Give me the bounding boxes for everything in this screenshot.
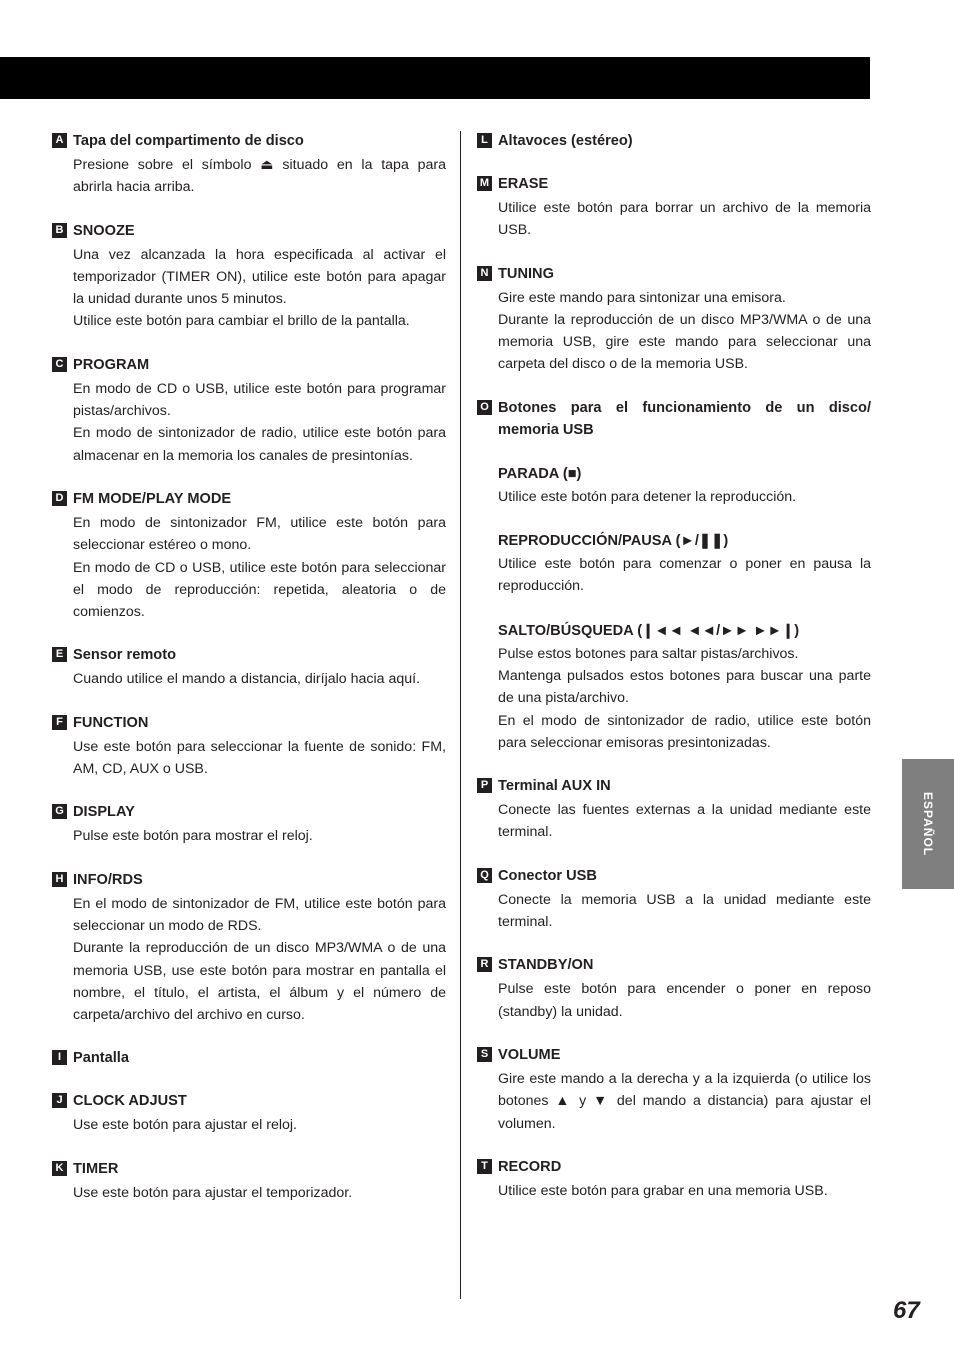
section-heading xyxy=(52,1158,446,1180)
section-title: SNOOZE xyxy=(73,222,135,239)
section-paragraph: Durante la reproducción de un disco MP3/WMA o de una memoria USB, use este botón para mostrar en pantalla el nombre, el título, el artista, el álbum y el número de carpeta/archivo del archivo en curso. xyxy=(73,940,446,1024)
section-letter-badge: P xyxy=(477,778,492,793)
section-heading xyxy=(52,801,446,823)
section-title: Tapa del compartimento de disco xyxy=(73,133,304,149)
section-body xyxy=(498,287,871,376)
section-body xyxy=(73,893,446,1027)
section-h xyxy=(52,869,446,1027)
section-paragraph: En modo de CD o USB, utilice este botón para seleccionar el modo de reproducción: repetida, aleatoria o de comienzos. xyxy=(73,559,446,621)
section-heading xyxy=(52,220,446,242)
section-body xyxy=(73,1182,446,1204)
section-paragraph: Gire este mando a la derecha y a la izquierda (o utilice los botones ▲ y ▼ del mando a distancia) para ajustar el volumen. xyxy=(498,1070,871,1132)
column-divider xyxy=(460,131,461,1299)
section-paragraph: Conecte la memoria USB a la unidad mediante este terminal. xyxy=(498,891,871,931)
section-heading xyxy=(477,397,871,441)
section-body xyxy=(498,197,871,242)
subsection-body xyxy=(498,486,871,508)
section-q xyxy=(477,865,871,934)
section-body xyxy=(73,825,446,847)
section-letter-badge: S xyxy=(477,1047,492,1062)
subsection-title: REPRODUCCIÓN/PAUSA (►/❚❚) xyxy=(498,533,729,550)
section-paragraph: Use este botón para ajustar el temporizador. xyxy=(73,1184,353,1201)
section-body xyxy=(73,378,446,467)
section-b xyxy=(52,220,446,333)
section-letter-badge: F xyxy=(52,715,67,730)
section-body xyxy=(73,512,446,623)
section-a xyxy=(52,130,446,199)
section-letter-badge: R xyxy=(477,957,492,972)
section-heading xyxy=(52,712,446,734)
section-body xyxy=(498,1068,871,1135)
section-heading xyxy=(477,865,871,887)
section-title: FM MODE/PLAY MODE xyxy=(73,490,232,507)
section-e xyxy=(52,644,446,690)
section-letter-badge: C xyxy=(52,357,67,372)
section-g xyxy=(52,801,446,847)
section-body xyxy=(73,668,446,690)
section-paragraph: En el modo de sintonizador de FM, utilice este botón para seleccionar un modo de RDS. xyxy=(73,895,446,934)
section-p xyxy=(477,775,871,844)
section-paragraph: Presione sobre el símbolo ⏏ situado en la tapa para abrirla hacia arriba. xyxy=(73,157,446,196)
section-r xyxy=(477,954,871,1023)
page-number: 67 xyxy=(893,1297,920,1324)
subsection-title: PARADA (■) xyxy=(498,465,582,482)
section-title: PROGRAM xyxy=(73,356,150,373)
section-letter-badge: G xyxy=(52,804,67,819)
section-t xyxy=(477,1156,871,1202)
section-heading xyxy=(52,644,446,666)
section-title: Sensor remoto xyxy=(73,647,176,664)
section-body xyxy=(73,244,446,333)
section-paragraph: Use este botón para seleccionar la fuente de sonido: FM, AM, CD, AUX o USB. xyxy=(73,738,446,778)
section-paragraph: Use este botón para ajustar el reloj. xyxy=(73,1117,297,1134)
section-o xyxy=(477,397,871,754)
section-letter-badge: T xyxy=(477,1159,492,1174)
section-letter-badge: L xyxy=(477,133,492,148)
section-heading xyxy=(477,263,871,285)
section-title: Botones para el funcionamiento de un disco/ memoria USB xyxy=(498,399,871,438)
section-title: ERASE xyxy=(498,176,549,192)
section-k xyxy=(52,1158,446,1204)
section-letter-badge: I xyxy=(52,1050,67,1065)
section-body xyxy=(73,154,446,199)
subsection-paragraph: Pulse estos botones para saltar pistas/archivos. xyxy=(498,645,799,662)
section-letter-badge: K xyxy=(52,1161,67,1176)
section-title: CLOCK ADJUST xyxy=(73,1093,187,1110)
section-heading xyxy=(52,488,446,510)
section-title: DISPLAY xyxy=(73,804,135,821)
section-title: TUNING xyxy=(498,265,554,282)
section-title: STANDBY/ON xyxy=(498,957,594,974)
section-letter-badge: E xyxy=(52,647,67,662)
section-paragraph: Durante la reproducción de un disco MP3/WMA o de una memoria USB, gire este mando para seleccionar una carpeta del disco o de la memoria USB. xyxy=(498,311,871,373)
section-title: Pantalla xyxy=(73,1050,129,1067)
section-letter-badge: Q xyxy=(477,868,492,883)
section-j xyxy=(52,1090,446,1136)
section-heading xyxy=(52,1047,446,1069)
section-n xyxy=(477,263,871,376)
subsection-paragraph: Utilice este botón para detener la reproducción. xyxy=(498,488,797,505)
section-body xyxy=(73,1114,446,1136)
section-f xyxy=(52,712,446,781)
section-paragraph: En modo de sintonizador FM, utilice este botón para seleccionar estéreo o mono. xyxy=(73,514,446,554)
section-letter-badge: J xyxy=(52,1093,67,1108)
subsection-title: SALTO/BÚSQUEDA (❙◄◄ ◄◄/►► ►►❙) xyxy=(498,622,800,639)
section-heading xyxy=(477,954,871,976)
section-paragraph: Cuando utilice el mando a distancia, diríjalo hacia aquí. xyxy=(73,671,421,688)
section-letter-badge: N xyxy=(477,266,492,281)
section-letter-badge: M xyxy=(477,176,492,191)
section-paragraph: Conecte las fuentes externas a la unidad mediante este terminal. xyxy=(498,802,871,841)
section-heading xyxy=(52,354,446,376)
section-letter-badge: A xyxy=(52,133,67,148)
section-heading xyxy=(52,1090,446,1112)
section-l xyxy=(477,130,871,152)
header-bar xyxy=(0,57,870,99)
subsection-body xyxy=(498,553,871,598)
section-paragraph: Una vez alcanzada la hora especificada al activar el temporizador (TIMER ON), utilice este botón para apagar la unidad durante unos 5 minutos. xyxy=(73,246,446,308)
subsection-body xyxy=(498,643,871,754)
section-title: TIMER xyxy=(73,1160,119,1177)
section-heading xyxy=(52,869,446,891)
section-body xyxy=(498,978,871,1023)
section-body xyxy=(73,736,446,781)
right-column xyxy=(477,130,871,1223)
section-s xyxy=(477,1044,871,1135)
section-title: Altavoces (estéreo) xyxy=(498,133,633,149)
left-column xyxy=(52,130,446,1225)
section-title: FUNCTION xyxy=(73,714,149,731)
section-paragraph: En modo de CD o USB, utilice este botón para programar pistas/archivos. xyxy=(73,380,446,420)
section-heading xyxy=(477,1156,871,1178)
subsection xyxy=(498,463,871,508)
section-body xyxy=(498,1180,871,1202)
section-title: VOLUME xyxy=(498,1046,561,1063)
subsection-paragraph: En el modo de sintonizador de radio, utilice este botón para seleccionar emisoras presintonizadas. xyxy=(498,712,871,751)
section-body xyxy=(498,889,871,934)
section-paragraph: En modo de sintonizador de radio, utilice este botón para almacenar en la memoria los canales de presintonías. xyxy=(73,425,446,464)
section-title: RECORD xyxy=(498,1158,562,1175)
section-m xyxy=(477,173,871,242)
subsection xyxy=(498,620,871,754)
subsection-paragraph: Utilice este botón para comenzar o poner en pausa la reproducción. xyxy=(498,556,871,595)
section-paragraph: Pulse este botón para mostrar el reloj. xyxy=(73,828,313,845)
section-paragraph: Utilice este botón para cambiar el brillo de la pantalla. xyxy=(73,313,410,330)
section-paragraph: Pulse este botón para encender o poner en reposo (standby) la unidad. xyxy=(498,981,871,1020)
section-heading xyxy=(477,775,871,797)
section-heading xyxy=(477,173,871,195)
section-letter-badge: O xyxy=(477,400,492,415)
section-letter-badge: H xyxy=(52,872,67,887)
section-paragraph: Utilice este botón para grabar en una memoria USB. xyxy=(498,1182,828,1199)
language-tab xyxy=(902,759,954,889)
section-heading xyxy=(52,130,446,152)
subsection xyxy=(498,530,871,598)
section-heading xyxy=(477,1044,871,1066)
section-title: Terminal AUX IN xyxy=(498,778,611,795)
section-paragraph: Gire este mando para sintonizar una emisora. xyxy=(498,289,786,306)
section-body xyxy=(498,799,871,844)
section-title: INFO/RDS xyxy=(73,871,143,888)
section-letter-badge: B xyxy=(52,223,67,238)
section-d xyxy=(52,488,446,623)
language-tab-label: ESPAÑOL xyxy=(921,791,935,857)
subsection-paragraph: Mantenga pulsados estos botones para buscar una parte de una pista/archivo. xyxy=(498,667,871,707)
section-paragraph: Utilice este botón para borrar un archivo de la memoria USB. xyxy=(498,200,871,239)
section-letter-badge: D xyxy=(52,491,67,506)
section-c xyxy=(52,354,446,467)
section-title: Conector USB xyxy=(498,867,597,884)
section-i xyxy=(52,1047,446,1069)
section-heading xyxy=(477,130,871,152)
